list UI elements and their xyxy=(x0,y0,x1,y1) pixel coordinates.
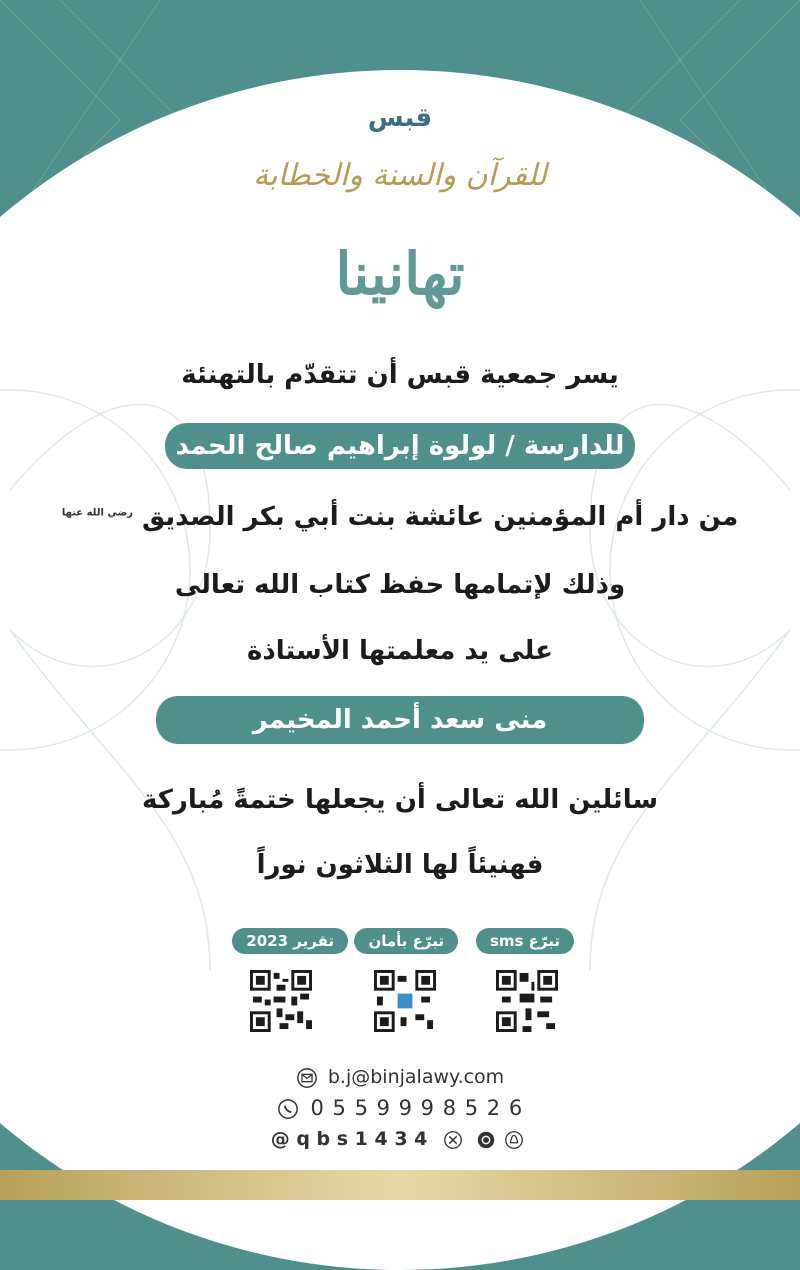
social-handle: @ q b s 1 4 3 4 xyxy=(270,1128,428,1150)
teacher-intro-line: على يد معلمتها الأستاذة xyxy=(247,636,553,666)
threads-icon[interactable] xyxy=(475,1129,497,1151)
email-icon xyxy=(296,1067,318,1089)
email-row[interactable] xyxy=(0,1066,800,1089)
x-icon[interactable] xyxy=(442,1129,464,1151)
qr-code-report[interactable] xyxy=(250,970,312,1032)
phone-row[interactable] xyxy=(0,1096,800,1120)
whatsapp-icon xyxy=(277,1098,299,1120)
congrats-title: تهانينا xyxy=(335,240,465,308)
qr-label-donate-safe: تبرّع بأمان xyxy=(354,928,458,954)
qr-label-donate-sms: تبرّع sms xyxy=(476,928,574,954)
email-text: b.j@binjalawy.com xyxy=(327,1066,505,1088)
blessing-line: سائلين الله تعالى أن يجعلها ختمةً مُباركة xyxy=(141,785,659,815)
qr-code-donate-sms[interactable] xyxy=(496,970,558,1032)
closing-line: فهنيئاً لها الثلاثون نوراً xyxy=(256,850,544,880)
school-text: من دار أم المؤمنين عائشة بنت أبي بكر الصديق xyxy=(141,502,739,532)
student-name-pill xyxy=(165,423,635,469)
social-row[interactable] xyxy=(0,1128,800,1151)
teacher-name-pill xyxy=(156,696,644,744)
student-name: للدارسة / لولوة إبراهيم صالح الحمد xyxy=(175,431,625,461)
teacher-name: منى سعد أحمد المخيمر xyxy=(252,705,548,735)
intro-line: يسر جمعية قبس أن تتقدّم بالتهنئة xyxy=(181,360,619,390)
qr-label-report: تقرير 2023 xyxy=(232,928,348,954)
org-logo-subtitle: للقرآن والسنة والخطابة xyxy=(253,158,547,193)
org-logo-name: قبس xyxy=(367,103,433,133)
honorific-glyph: رضي الله عنها xyxy=(61,507,133,519)
completion-line: وذلك لإتمامها حفظ كتاب الله تعالى xyxy=(174,570,626,600)
qr-code-donate-safe[interactable] xyxy=(374,970,436,1032)
snapchat-icon[interactable] xyxy=(503,1129,525,1151)
phone-text: 0 5 5 9 9 9 8 5 2 6 xyxy=(310,1096,524,1120)
school-line xyxy=(0,502,800,532)
